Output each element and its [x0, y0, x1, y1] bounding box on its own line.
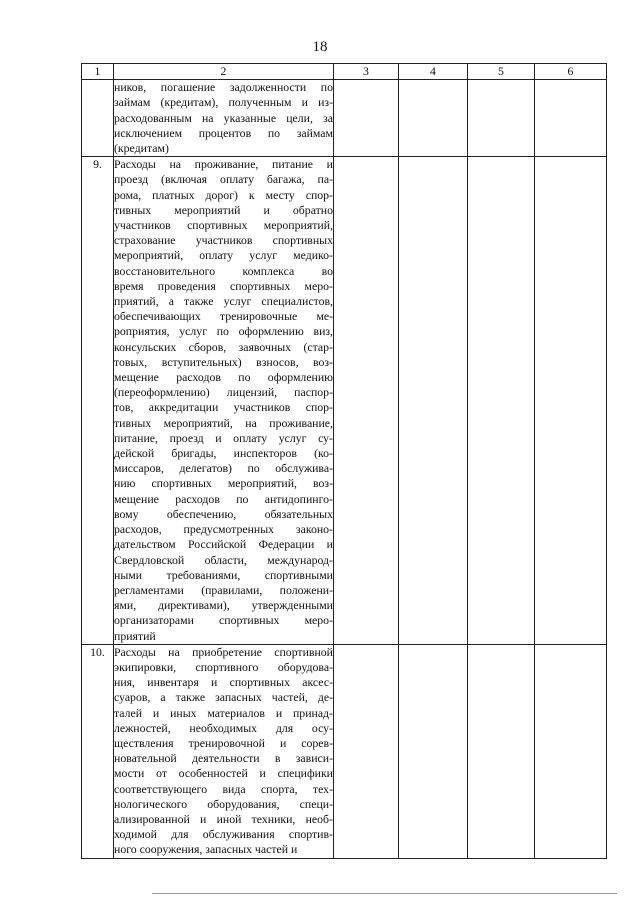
column-header: 3: [334, 64, 399, 80]
text-line: ализированной и иной техники, необ-: [114, 811, 333, 826]
text-line: организаторами спортивных меро-: [114, 613, 333, 628]
text-line: (кредитам): [114, 141, 169, 156]
expense-description: [114, 157, 334, 645]
text-line: экипировки, спортивного оборудова-: [114, 659, 333, 674]
text-line: ями, директивами), утвержденными: [114, 598, 333, 613]
text-line: ния, инвентаря и спортивных аксес-: [114, 675, 333, 690]
text-line: Расходы на проживание, питание и: [114, 157, 333, 172]
text-line: ными требованиями, спортивными: [114, 567, 333, 582]
text-line: дательством Российской Федерации и: [114, 537, 333, 552]
text-line: новательной деятельности в зависи-: [114, 751, 333, 766]
text-line: приятий, а также услуг специалистов,: [114, 294, 333, 309]
column-header: 2: [114, 64, 334, 80]
text-line: ществления тренировочной и сорев-: [114, 735, 333, 750]
empty-cell-col-3: [334, 80, 399, 157]
text-line: Свердловской области, международ-: [114, 552, 333, 567]
text-line: ного сооружения, запасных частей и: [114, 842, 298, 857]
empty-cell-col-5: [468, 80, 535, 157]
text-line: ников, погашение задолженности по: [114, 80, 333, 95]
text-line: восстановительного комплекса во: [114, 263, 333, 278]
column-header: 5: [468, 64, 535, 80]
text-line: соответствующего вида спорта, тех-: [114, 781, 333, 796]
column-header: 4: [399, 64, 468, 80]
text-line: талей и иных материалов и принад-: [114, 705, 333, 720]
empty-cell-col-4: [399, 157, 468, 645]
text-line: мещение расходов по антидопинго-: [114, 491, 333, 506]
empty-cell-col-3: [334, 157, 399, 645]
text-line: ходимой для обслуживания спортив-: [114, 827, 333, 842]
text-line: нологического оборудования, специ-: [114, 796, 333, 811]
text-line: консульских сборов, заявочных (стар-: [114, 339, 333, 354]
text-line: мещение расходов по оформлению: [114, 370, 333, 385]
expense-description: [114, 644, 334, 858]
text-line: товых, вступительных) взносов, воз-: [114, 354, 333, 369]
row-number: 9.: [82, 157, 114, 645]
text-line: тивных мероприятий и обратно: [114, 202, 333, 217]
text-line: расходованным на указанные цели, за: [114, 110, 333, 125]
text-line: питание, проезд и оплату услуг су-: [114, 430, 333, 445]
empty-cell-col-4: [399, 644, 468, 858]
bottom-rule: [152, 893, 617, 894]
text-line: тов, аккредитации участников спор-: [114, 400, 333, 415]
page-number: 18: [312, 39, 328, 55]
empty-cell-col-3: [334, 644, 399, 858]
text-line: (переоформлению) лицензий, паспор-: [114, 385, 333, 400]
row-number: 10.: [82, 644, 114, 858]
text-line: расходов, предусмотренных законо-: [114, 522, 333, 537]
text-line: миссаров, делегатов) по обслужива-: [114, 461, 333, 476]
empty-cell-col-5: [468, 157, 535, 645]
table-row: [82, 157, 607, 645]
empty-cell-col-6: [535, 644, 607, 858]
text-line: приятий: [114, 628, 156, 643]
empty-cell-col-6: [535, 157, 607, 645]
text-line: лежностей, необходимых для осу-: [114, 720, 333, 735]
text-line: исключением процентов по займам: [114, 125, 333, 140]
header-row: [82, 64, 607, 80]
text-line: тивных мероприятий, на проживание,: [114, 415, 333, 430]
empty-cell-col-6: [535, 80, 607, 157]
empty-cell-col-4: [399, 80, 468, 157]
empty-cell-col-5: [468, 644, 535, 858]
text-line: нию спортивных мероприятий, воз-: [114, 476, 333, 491]
text-line: обеспечивающих тренировочные ме-: [114, 309, 333, 324]
text-line: страхование участников спортивных: [114, 233, 333, 248]
text-line: Расходы на приобретение спортивной: [114, 644, 333, 659]
column-header: 6: [535, 64, 607, 80]
text-line: дейской бригады, инспекторов (ко-: [114, 446, 333, 461]
text-line: суаров, а также запасных частей, де-: [114, 690, 333, 705]
text-line: участников спортивных мероприятий,: [114, 218, 333, 233]
text-line: мероприятий, оплату услуг медико-: [114, 248, 333, 263]
expense-description: [114, 80, 334, 157]
text-line: время проведения спортивных меро-: [114, 278, 333, 293]
text-line: проезд (включая оплату багажа, па-: [114, 172, 333, 187]
table-row: [82, 80, 607, 157]
text-line: рома, платных дорог) к месту спор-: [114, 187, 333, 202]
text-line: регламентами (правилами, положени-: [114, 582, 333, 597]
table-row: [82, 644, 607, 858]
column-header: 1: [82, 64, 114, 80]
expenses-table: [81, 63, 607, 859]
text-line: вому обеспечению, обязательных: [114, 506, 333, 521]
text-line: роприятия, услуг по оформлению виз,: [114, 324, 333, 339]
text-line: мости от особенностей и специфики: [114, 766, 333, 781]
text-line: займам (кредитам), полученным и из-: [114, 95, 333, 110]
row-number: [82, 80, 114, 157]
